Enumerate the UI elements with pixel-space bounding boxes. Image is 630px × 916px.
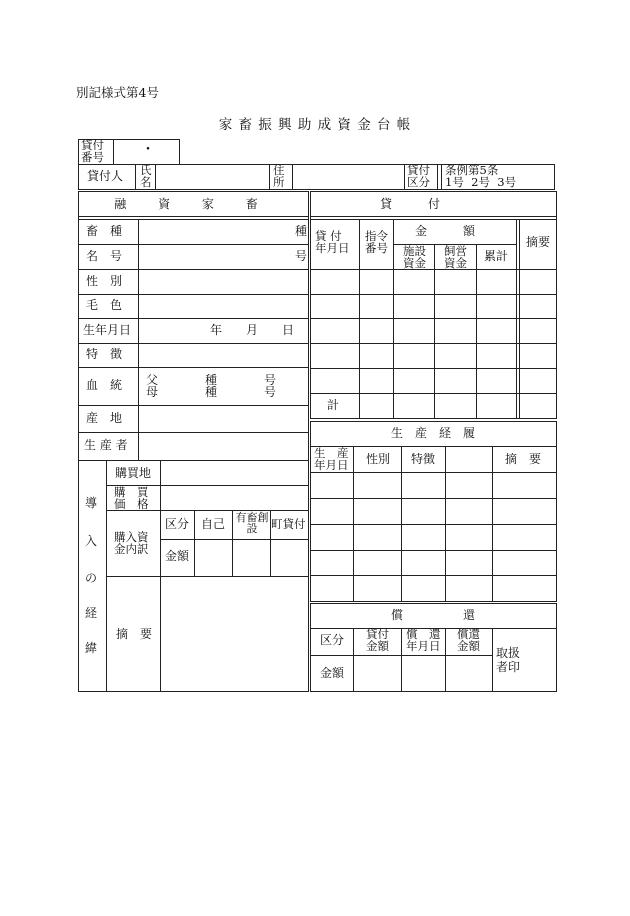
prod-col-birth: 生 産 年月日 <box>314 446 349 472</box>
prod-col-sex: 性別 <box>366 452 391 466</box>
loan-col-facility: 施設 資金 <box>403 244 426 270</box>
loan-col-cumulative: 累計 <box>484 249 509 263</box>
pedigree-label: 血 統 <box>86 378 123 392</box>
pedigree-father-no: 号 <box>264 373 277 387</box>
pedigree-mother: 母 <box>146 385 159 399</box>
repay-col-date: 償 還 年月日 <box>406 627 441 653</box>
funds-col-category: 区分 <box>165 517 190 531</box>
origin-label: 産 地 <box>86 411 123 425</box>
loan-col-operation: 飼営 資金 <box>444 244 467 270</box>
production-title: 生 産 経 履 <box>390 426 475 440</box>
name-label: 氏 名 <box>140 163 152 189</box>
loan-col-date: 貸 付 年月日 <box>315 229 350 255</box>
birth-label: 生年月日 <box>83 323 132 337</box>
repay-col-loan-amount: 貸付 金額 <box>366 627 389 653</box>
repay-amount-label: 金額 <box>320 666 345 680</box>
repay-col-handler: 取扱 者印 <box>496 646 521 674</box>
lender-label: 貸付人 <box>87 169 124 183</box>
funds-col-town-loan: 町貸付 <box>271 517 306 531</box>
form-number: 別記様式第4号 <box>76 85 159 100</box>
birth-year-unit: 年 <box>210 323 223 337</box>
pedigree-mother-no: 号 <box>264 385 277 399</box>
loan-type-value: 条例第5条 1号 2号 3号 <box>445 163 517 189</box>
pedigree-father: 父 <box>146 373 159 387</box>
prod-col-summary: 摘 要 <box>505 452 542 466</box>
purchase-place-label: 購買地 <box>115 466 152 480</box>
loan-type-label: 貸付 区分 <box>407 163 430 189</box>
repay-col-category: 区分 <box>320 633 345 647</box>
intro-summary-label: 摘 要 <box>116 627 153 641</box>
sex-label: 性 別 <box>86 274 123 288</box>
page-title: 家 畜 振 興 助 成 資 金 台 帳 <box>218 117 412 133</box>
loan-total-label: 計 <box>327 398 340 412</box>
loan-no-label: 貸付 番号 <box>81 138 104 164</box>
repay-col-repay-amount: 償還 金額 <box>457 627 480 653</box>
loan-title: 貸 付 <box>380 197 441 211</box>
address-label: 住 所 <box>273 163 285 189</box>
breed-label: 畜 種 <box>86 224 123 238</box>
coat-label: 毛 色 <box>86 298 123 312</box>
loan-col-summary: 摘要 <box>526 235 551 249</box>
intro-char-5: 緯 <box>85 641 98 655</box>
breed-suffix: 種 <box>295 224 308 238</box>
intro-char-4: 経 <box>85 606 98 620</box>
loan-col-designation: 指令 番号 <box>365 229 388 255</box>
purchase-price-label: 購 買 価 格 <box>114 485 149 511</box>
pedigree-father-breed: 種 <box>205 373 218 387</box>
funds-col-self: 自己 <box>201 517 226 531</box>
birth-month-unit: 月 <box>246 323 259 337</box>
intro-char-3: の <box>85 571 98 585</box>
producer-label: 生 産 者 <box>84 438 128 452</box>
financing-title: 融 資 家 畜 <box>114 197 272 211</box>
funds-label: 購入資 金内訳 <box>114 530 149 556</box>
prod-col-features: 特徴 <box>411 452 436 466</box>
intro-char-1: 導 <box>85 496 98 510</box>
loan-amount-header: 金 額 <box>415 224 476 238</box>
intro-char-2: 入 <box>85 534 98 548</box>
funds-col-livestock: 有畜創設 <box>235 511 269 535</box>
features-label: 特 徴 <box>86 347 123 361</box>
birth-day-unit: 日 <box>282 323 295 337</box>
loan-no-value: ・ <box>141 142 155 158</box>
pedigree-mother-breed: 種 <box>205 385 218 399</box>
name-no-label: 名 号 <box>86 249 123 263</box>
funds-amount-label: 金額 <box>165 549 190 563</box>
name-no-suffix: 号 <box>295 249 308 263</box>
repayment-title: 償 還 <box>390 608 475 622</box>
